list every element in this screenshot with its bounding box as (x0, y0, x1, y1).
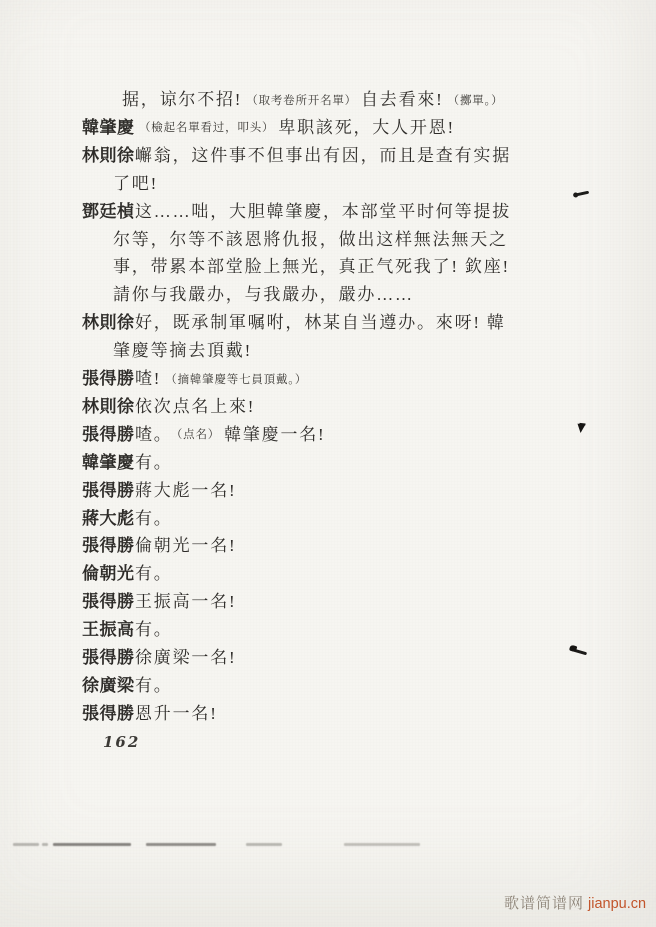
dialogue-text (113, 252, 510, 277)
dialogue-text (135, 671, 173, 696)
script-line (0, 308, 656, 334)
dialogue-segment: 肇慶等摘去頂戴! (113, 341, 253, 361)
dialogue-text (135, 504, 173, 529)
script-line (0, 420, 656, 446)
speaker-name: 張得勝 (82, 424, 135, 444)
script-line (0, 113, 656, 139)
dialogue-text (135, 141, 511, 166)
script-line (0, 252, 656, 278)
dialogue-text (135, 392, 255, 417)
dialogue-text (113, 280, 414, 305)
speaker-name: 韓肇慶 (82, 452, 135, 472)
dialogue-text (135, 699, 218, 724)
script-line (0, 643, 656, 669)
script-line (0, 336, 656, 362)
script-line (0, 169, 656, 195)
dialogue-segment: 自去看來! (360, 90, 444, 109)
script-line (0, 559, 656, 585)
dialogue-segment: 有。 (135, 675, 173, 695)
dialogue-segment: 恩升一名! (135, 703, 218, 723)
speaker-name: 徐廣梁 (82, 675, 135, 695)
ink-triangle-mark (577, 424, 586, 434)
dialogue-segment: 嶰翁，这件事不但事出有因，而且是查有实据 (135, 145, 511, 165)
script-line (0, 448, 656, 474)
speaker-name: 韓肇慶 (82, 117, 135, 137)
dialogue-segment: 蔣大彪一名! (135, 480, 237, 500)
dialogue-text (122, 85, 507, 110)
dialogue-segment: 有。 (135, 508, 173, 528)
page-number: 162 (103, 733, 141, 751)
script-line (0, 85, 656, 111)
dialogue-text (135, 364, 311, 389)
dialogue-text (113, 336, 252, 361)
speaker-name: 張得勝 (82, 536, 135, 556)
stage-direction: （取考卷所开名單） (246, 94, 357, 107)
script-line (0, 225, 656, 251)
speaker-name: 張得勝 (82, 369, 135, 388)
dialogue-text (135, 448, 173, 473)
dialogue-text (135, 113, 455, 138)
speaker-name: 張得勝 (82, 703, 135, 723)
dialogue-text (135, 531, 236, 556)
dialogue-segment: 卑职該死，大人开恩! (278, 117, 455, 137)
script-line (0, 197, 656, 223)
dialogue-segment: 韓肇慶一名! (224, 424, 326, 444)
watermark-site-url: jianpu.cn (588, 896, 647, 912)
dialogue-segment: 据，谅尔不招! (122, 90, 243, 109)
stage-direction: （摘韓肇慶等七員頂戴。） (165, 373, 308, 386)
dialogue-text (135, 476, 236, 501)
speaker-name: 王振高 (82, 620, 135, 640)
script-line (0, 280, 656, 306)
smudge-segment (53, 843, 131, 846)
script-line (0, 504, 656, 530)
dialogue-segment: 有。 (135, 564, 173, 584)
dialogue-segment: 有。 (135, 452, 173, 472)
site-watermark (504, 892, 646, 913)
dialogue-text (113, 169, 158, 194)
speaker-name: 蔣大彪 (82, 508, 135, 528)
dialogue-text (135, 615, 173, 640)
dialogue-segment: 倫朝光一名! (135, 536, 237, 556)
speaker-name: 張得勝 (82, 648, 135, 667)
dialogue-segment: 了吧! (113, 173, 159, 193)
scan-smudge-line (0, 841, 656, 847)
speaker-name: 張得勝 (82, 592, 135, 612)
stage-direction: （檢起名單看过，叩头） (139, 122, 275, 135)
smudge-segment (246, 843, 282, 846)
script-line (0, 364, 656, 390)
speaker-name: 林則徐 (82, 396, 135, 416)
script-line (0, 615, 656, 641)
dialogue-text (135, 587, 236, 612)
dialogue-text (135, 420, 326, 445)
script-line (0, 392, 656, 418)
dialogue-segment: 这……咄，大胆韓肇慶，本部堂平时何等提拔 (135, 201, 511, 221)
dialogue-segment: 依次点名上來! (135, 396, 256, 416)
speaker-name: 林則徐 (82, 313, 135, 333)
script-line (0, 671, 656, 697)
dialogue-text (135, 308, 506, 333)
dialogue-segment: 尔等，尔等不該恩將仇报，做出这样無法無天之 (113, 229, 508, 249)
dialogue-segment: 喳。 (135, 424, 173, 444)
dialogue-segment: 徐廣梁一名! (135, 648, 237, 667)
dialogue-segment: 事，带累本部堂脸上無光，真正气死我了! 欽座! (113, 257, 510, 277)
smudge-segment (344, 843, 420, 846)
script-line (0, 476, 656, 502)
dialogue-segment: 王振高一名! (135, 592, 237, 612)
dialogue-segment: 有。 (135, 620, 173, 640)
script-line (0, 587, 656, 613)
speaker-name: 張得勝 (82, 480, 135, 500)
stage-direction: （点名） (176, 429, 221, 442)
smudge-segment (146, 843, 216, 846)
speaker-name: 倫朝光 (82, 564, 135, 584)
dialogue-text (135, 197, 511, 222)
smudge-segment (13, 843, 39, 846)
speaker-name: 鄧廷楨 (82, 201, 135, 221)
dialogue-segment: 喳! (135, 369, 162, 388)
speaker-name: 林則徐 (82, 145, 135, 165)
script-line (0, 531, 656, 557)
script-line (0, 699, 656, 725)
smudge-segment (42, 843, 48, 846)
dialogue-text (135, 643, 236, 668)
stage-direction: （擲單。） (447, 94, 504, 107)
dialogue-text (135, 559, 173, 584)
dialogue-text (113, 225, 508, 250)
dialogue-segment: 好，既承制軍嘱咐，林某自当遵办。來呀! 韓 (135, 313, 506, 333)
dialogue-segment: 請你与我嚴办，与我嚴办，嚴办…… (113, 285, 414, 305)
watermark-site-name: 歌谱简谱网 (504, 896, 585, 912)
script-line (0, 141, 656, 167)
